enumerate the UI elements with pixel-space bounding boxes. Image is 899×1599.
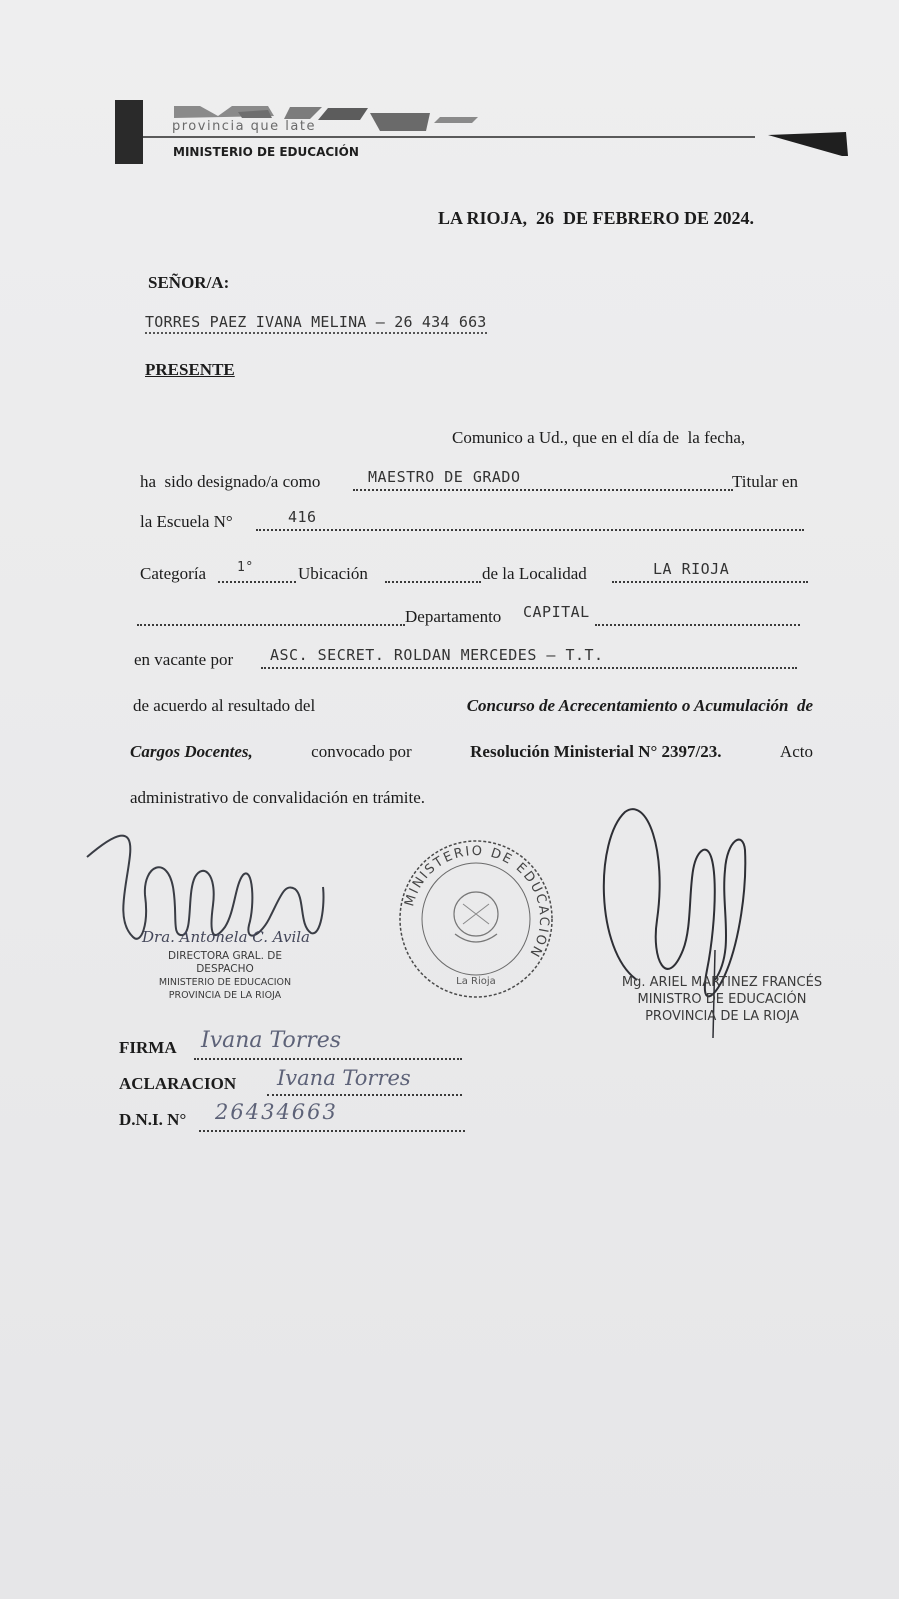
vacante-value: ASC. SECRET. ROLDAN MERCEDES – T.T.: [270, 646, 604, 664]
p2-cargos: Cargos Docentes,: [130, 742, 253, 761]
left-handwritten-name: Dra. Antonela C. Avila: [142, 928, 310, 946]
intro-line: Comunico a Ud., que en el día de la fecha,: [452, 428, 746, 447]
escuela-label: la Escuela N°: [140, 512, 233, 531]
left-line-1: DIRECTORA GRAL. DE DESPACHO: [168, 950, 282, 975]
right-line-1: Mg. ARIEL MARTINEZ FRANCÉS: [621, 975, 823, 990]
departamento-row: [137, 603, 805, 631]
aclaracion-handwritten: Ivana Torres: [277, 1066, 411, 1090]
escuela-row: [140, 508, 805, 536]
dni-label: D.N.I. N°: [119, 1110, 187, 1129]
escuela-value: 416: [288, 508, 317, 526]
right-signatory-title: [612, 974, 832, 1025]
categoria-label: Categoría: [140, 564, 207, 583]
stamp-bottom-text: La Rioja: [456, 976, 496, 987]
dni-handwritten: 26434663: [215, 1100, 338, 1124]
paragraph-line-3: administrativo de convalidación en trámite.: [130, 788, 426, 807]
ministry-stamp: [395, 838, 557, 1000]
dni-row: [119, 1100, 467, 1136]
firma-signature: Ivana Torres: [201, 1028, 342, 1053]
p2-resolucion: Resolución Ministerial N° 2397/23.: [470, 742, 722, 761]
aclaracion-row: [119, 1066, 464, 1100]
aclaracion-label: ACLARACION: [119, 1074, 237, 1093]
date-line: LA RIOJA, 26 DE FEBRERO DE 2024.: [438, 208, 755, 228]
salutation: SEÑOR/A:: [148, 273, 230, 292]
stamp-outer-text: MINISTERIO DE EDUCACION: [402, 843, 552, 961]
ministry-name: MINISTERIO DE EDUCACIÓN: [173, 145, 359, 159]
left-line-2: MINISTERIO DE EDUCACION: [158, 977, 292, 988]
firma-row: [119, 1028, 464, 1064]
header-logo-text: provincia que late: [172, 119, 316, 134]
localidad-label: de la Localidad: [482, 564, 587, 583]
header-wedge: [768, 130, 850, 158]
designation-row: [140, 468, 815, 496]
departamento-label: Departamento: [405, 607, 502, 626]
designado-label: ha sido designado/a como: [140, 472, 321, 491]
presente-heading: PRESENTE: [145, 360, 235, 379]
left-signatory-title: [140, 950, 310, 1002]
categoria-row: [140, 560, 812, 588]
localidad-value: LA RIOJA: [653, 560, 730, 578]
paragraph-line-2: [130, 742, 813, 762]
cargo-value: MAESTRO DE GRADO: [368, 468, 521, 486]
titular-label: Titular en: [732, 472, 798, 491]
right-line-2: MINISTRO DE EDUCACIÓN: [637, 992, 807, 1007]
p2-convocado: convocado por: [311, 742, 412, 761]
header-rule: [143, 136, 755, 138]
left-line-3: PROVINCIA DE LA RIOJA: [168, 990, 282, 1001]
recipient-name: TORRES PAEZ IVANA MELINA – 26 434 663: [145, 313, 487, 334]
p1-text: de acuerdo al resultado del: [133, 696, 316, 715]
p2-acto: Acto: [779, 742, 813, 761]
paragraph-line-1: [133, 696, 813, 716]
header-black-bar: [115, 100, 143, 164]
firma-label: FIRMA: [119, 1038, 177, 1057]
vacante-row: [134, 646, 802, 674]
departamento-value: CAPITAL: [523, 603, 590, 621]
ubicacion-label: Ubicación: [298, 564, 368, 583]
vacante-label: en vacante por: [134, 650, 234, 669]
categoria-value: 1°: [237, 560, 254, 575]
p1-concurso: Concurso de Acrecentamiento o Acumulación de: [466, 696, 813, 715]
right-line-3: PROVINCIA DE LA RIOJA: [645, 1009, 799, 1024]
